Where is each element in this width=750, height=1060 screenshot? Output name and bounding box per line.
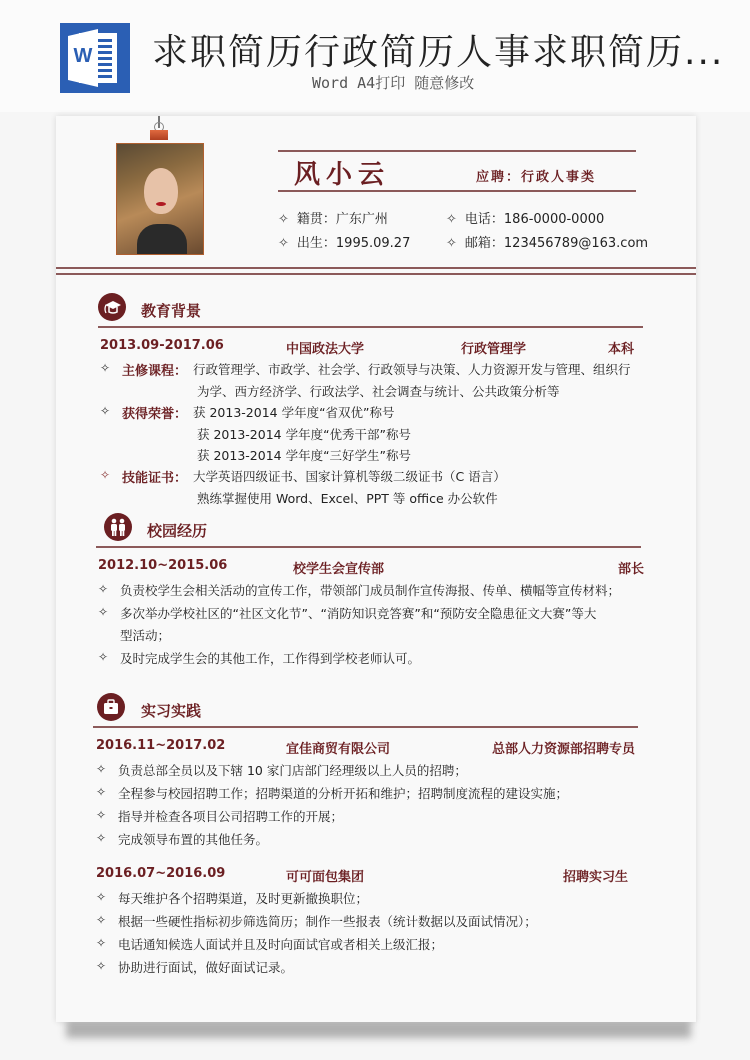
job-item: 每天维护各个招聘渠道，及时更新撤换职位； bbox=[118, 891, 369, 906]
edu-school: 中国政法大学 bbox=[286, 342, 365, 357]
section-rule bbox=[93, 726, 638, 728]
info-phone: ✧ 电话：186-0000-0000 bbox=[446, 212, 605, 227]
diamond-bullet-icon: ✧ bbox=[98, 605, 109, 619]
courses-text: 行政管理学、市政学、社会学、行政领导与决策、人力资源开发与管理、组织行 bbox=[193, 362, 631, 377]
diamond-bullet-icon: ✧ bbox=[98, 650, 109, 664]
honor-item: 获 2013-2014 学年度“三好学生”称号 bbox=[197, 448, 412, 463]
diamond-bullet-icon: ✧ bbox=[96, 808, 107, 822]
diamond-bullet-icon: ✧ bbox=[278, 212, 289, 227]
section-title-campus: 校园经历 bbox=[147, 522, 208, 540]
diamond-bullet-icon: ✧ bbox=[96, 936, 107, 950]
name-rule-bottom bbox=[278, 190, 636, 192]
diamond-bullet-icon: ✧ bbox=[96, 785, 107, 799]
job-company: 可可面包集团 bbox=[286, 870, 365, 885]
diamond-bullet-icon: ✧ bbox=[96, 831, 107, 845]
diamond-bullet-icon: ✧ bbox=[446, 212, 457, 227]
people-icon bbox=[104, 513, 132, 541]
job-item: 负责总部全员以及下辖 10 家门店部门经理级以上人员的招聘； bbox=[118, 763, 467, 778]
info-birth: ✧ 出生：1995.09.27 bbox=[278, 236, 411, 251]
edu-period: 2013.09-2017.06 bbox=[100, 338, 224, 353]
resume-page bbox=[56, 116, 696, 1022]
diamond-bullet-icon: ✧ bbox=[100, 468, 111, 482]
apply-position: 应聘：行政人事类 bbox=[476, 170, 597, 185]
briefcase-icon bbox=[97, 693, 125, 721]
diamond-bullet-icon: ✧ bbox=[96, 913, 107, 927]
diamond-bullet-icon: ✧ bbox=[96, 890, 107, 904]
diamond-bullet-icon: ✧ bbox=[96, 762, 107, 776]
job-period: 2016.11~2017.02 bbox=[96, 738, 226, 753]
job-role: 招聘实习生 bbox=[563, 870, 629, 885]
diamond-bullet-icon: ✧ bbox=[96, 959, 107, 973]
candidate-name: 风小云 bbox=[294, 160, 391, 190]
binder-clip-icon bbox=[150, 116, 168, 142]
job-item: 根据一些硬性指标初步筛选简历；制作一些报表（统计数据以及面试情况）； bbox=[118, 914, 537, 929]
name-rule-top bbox=[278, 150, 636, 152]
job-company: 宜佳商贸有限公司 bbox=[286, 742, 391, 757]
paper-shadow bbox=[66, 1020, 691, 1038]
campus-item: 负责校学生会相关活动的宣传工作，带领部门成员制作宣传海报、传单、横幅等宣传材料； bbox=[120, 583, 621, 598]
job-item: 指导并检查各项目公司招聘工作的开展； bbox=[118, 809, 344, 824]
section-title-education: 教育背景 bbox=[141, 302, 202, 320]
diamond-bullet-icon: ✧ bbox=[100, 404, 111, 418]
header-divider-2 bbox=[56, 273, 696, 275]
skills-label: 技能证书： bbox=[122, 471, 188, 486]
campus-org: 校学生会宣传部 bbox=[293, 562, 385, 577]
edu-major: 行政管理学 bbox=[461, 342, 527, 357]
info-hometown: ✧ 籍贯：广东广州 bbox=[278, 212, 388, 227]
job-item: 全程参与校园招聘工作；招聘渠道的分析开拓和维护；招聘制度流程的建设实施； bbox=[118, 786, 569, 801]
campus-item: 及时完成学生会的其他工作，工作得到学校老师认可。 bbox=[120, 651, 421, 666]
job-role: 总部人力资源部招聘专员 bbox=[492, 742, 636, 757]
section-rule bbox=[96, 546, 641, 548]
honor-item: 获 2013-2014 学年度“省双优”称号 bbox=[193, 405, 395, 420]
graduation-cap-icon bbox=[98, 293, 126, 321]
section-rule bbox=[98, 326, 643, 328]
job-item: 协助进行面试，做好面试记录。 bbox=[118, 960, 294, 975]
info-email: ✧ 邮箱：123456789@163.com bbox=[446, 236, 649, 251]
diamond-bullet-icon: ✧ bbox=[278, 236, 289, 251]
campus-role: 部长 bbox=[618, 562, 645, 577]
job-item: 完成领导布置的其他任务。 bbox=[118, 832, 269, 847]
honor-item: 获 2013-2014 学年度“优秀干部”称号 bbox=[197, 427, 412, 442]
diamond-bullet-icon: ✧ bbox=[98, 582, 109, 596]
diamond-bullet-icon: ✧ bbox=[446, 236, 457, 251]
document-subtitle: Word A4打印 随意修改 bbox=[312, 74, 475, 92]
campus-item: 多次举办学校社区的“社区文化节”、“消防知识竞答赛”和“预防安全隐患征文大赛”等大 bbox=[120, 606, 597, 621]
job-item: 电话通知候选人面试并且及时向面试官或者相关上级汇报； bbox=[118, 937, 444, 952]
campus-period: 2012.10~2015.06 bbox=[98, 558, 228, 573]
courses-label: 主修课程： bbox=[122, 364, 188, 379]
honors-label: 获得荣誉： bbox=[122, 407, 188, 422]
campus-item-cont: 型活动； bbox=[120, 628, 171, 643]
word-doc-icon: W bbox=[60, 23, 130, 93]
edu-degree: 本科 bbox=[608, 342, 635, 357]
skill-item: 熟练掌握使用 Word、Excel、PPT 等 office 办公软件 bbox=[197, 491, 498, 506]
diamond-bullet-icon: ✧ bbox=[100, 361, 111, 375]
courses-text-cont: 为学、西方经济学、行政法学、社会调查与统计、公共政策分析等 bbox=[197, 384, 560, 399]
skill-item: 大学英语四级证书、国家计算机等级二级证书（C 语言） bbox=[193, 469, 506, 484]
job-period: 2016.07~2016.09 bbox=[96, 866, 226, 881]
section-title-internship: 实习实践 bbox=[141, 702, 202, 720]
document-title: 求职简历行政简历人事求职简历... bbox=[152, 32, 725, 73]
preview-banner bbox=[0, 0, 750, 112]
header-divider-1 bbox=[56, 267, 696, 269]
profile-photo bbox=[116, 143, 204, 255]
